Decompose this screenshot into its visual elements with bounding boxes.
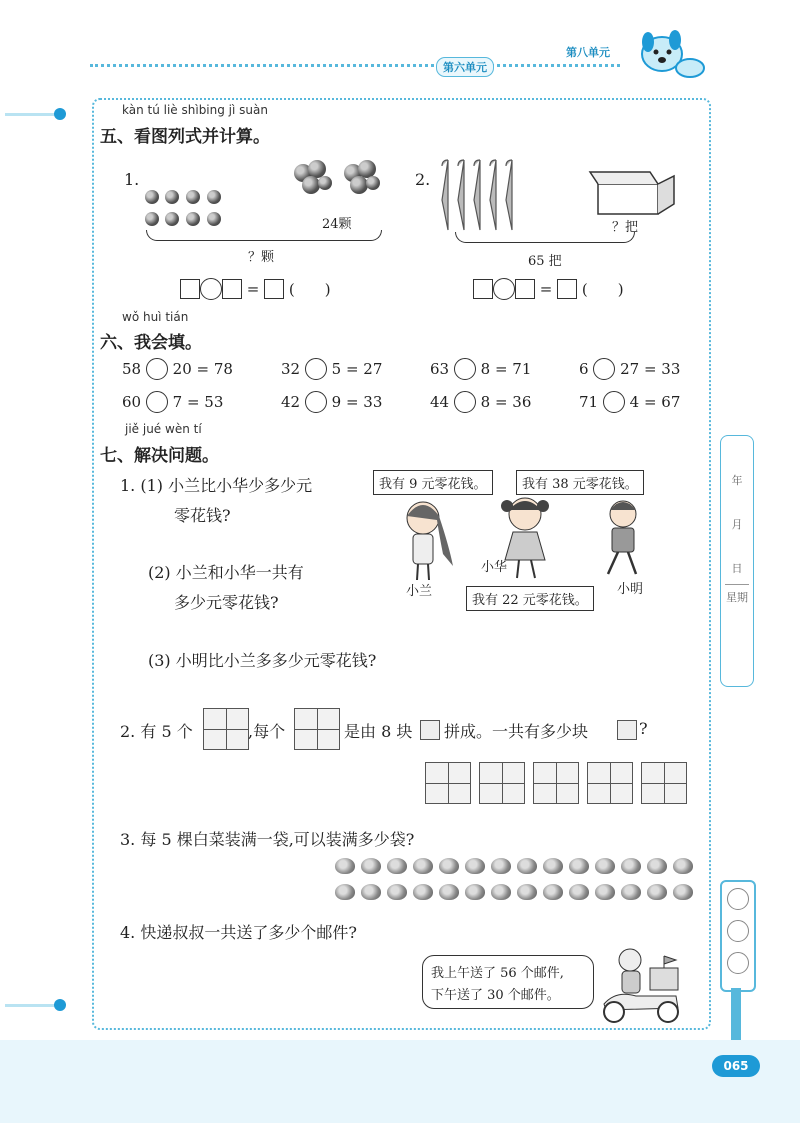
big-cube-icon xyxy=(203,708,249,750)
q2-blank-2[interactable] xyxy=(515,279,535,299)
p1-a-line2: 零花钱? xyxy=(174,506,231,525)
chapter-label: 第八单元 xyxy=(566,46,610,59)
q2-result-blank[interactable] xyxy=(557,279,577,299)
page-number: 065 xyxy=(712,1055,760,1077)
unit-tab[interactable]: 第六单元 xyxy=(436,57,494,77)
p1-b-line1: (2) 小兰和小华一共有 xyxy=(148,563,304,582)
speech-bubble-hua: 我有 22 元零花钱。 xyxy=(466,586,594,611)
q1-unknown-label: ？颗 xyxy=(248,250,275,265)
q2-brace xyxy=(455,232,635,243)
fill-circle[interactable] xyxy=(603,391,625,413)
q1-operator-circle[interactable] xyxy=(200,278,222,300)
score-circle-1[interactable] xyxy=(727,888,749,910)
section6-pinyin: wǒ huì tián xyxy=(122,310,189,324)
p3-text: 3. 每 5 棵白菜装满一袋,可以装满多少袋? xyxy=(120,830,415,849)
small-cube-icon xyxy=(420,720,440,740)
puppy-mascot-icon xyxy=(632,28,708,84)
score-circle-2[interactable] xyxy=(727,920,749,942)
p2-part-c: 是由 8 块 xyxy=(344,722,413,741)
q1-unit-paren[interactable]: ( ) xyxy=(288,280,331,299)
fill-circle[interactable] xyxy=(593,358,615,380)
fill-circle[interactable] xyxy=(454,358,476,380)
fill-eq-1-4: 6 27 = 33 xyxy=(579,360,681,378)
fill-eq-2-2: 42 9 = 33 xyxy=(281,393,383,411)
courier-line2: 下午送了 30 个邮件。 xyxy=(431,988,560,1003)
p2-part-e: ? xyxy=(639,719,648,738)
fill-circle[interactable] xyxy=(146,391,168,413)
big-cube-icon xyxy=(294,708,340,750)
p2-part-b: ,每个 xyxy=(248,722,286,741)
section7-title: 七、解决问题。 xyxy=(100,446,219,466)
p1-a-line1: 1. (1) 小兰比小华少多少元 xyxy=(120,476,313,495)
speech-bubble-ming: 我有 38 元零花钱。 xyxy=(516,470,644,495)
q2-total-label: 65 把 xyxy=(528,254,562,269)
q2-unit-paren[interactable]: ( ) xyxy=(581,280,624,299)
boy-ming-illustration xyxy=(598,498,648,580)
name-lan: 小兰 xyxy=(406,584,433,599)
year-label: 年 xyxy=(731,474,743,487)
left-accent-bar-top xyxy=(5,113,57,116)
fill-circle[interactable] xyxy=(305,391,327,413)
q1-brace xyxy=(146,230,382,241)
day-label: 日 xyxy=(731,562,743,575)
courier-line1: 我上午送了 56 个邮件, xyxy=(431,966,564,981)
q2-number: 2. xyxy=(415,170,431,189)
q1-number: 1. xyxy=(124,170,140,189)
p1-b-line2: 多少元零花钱? xyxy=(174,593,279,612)
fill-eq-2-3: 44 8 = 36 xyxy=(430,393,532,411)
score-panel xyxy=(720,880,756,992)
left-accent-dot-top xyxy=(54,108,66,120)
section7-pinyin: jiě jué wèn tí xyxy=(125,422,202,436)
bottom-band xyxy=(0,1040,800,1123)
fill-eq-1-1: 58 20 = 78 xyxy=(122,360,233,378)
name-hua: 小华 xyxy=(481,560,508,575)
q2-unknown-label: ？把 xyxy=(612,220,639,235)
p4-text: 4. 快递叔叔一共送了多少个邮件? xyxy=(120,923,357,942)
courier-scooter-illustration xyxy=(596,946,688,1024)
q2-blank-1[interactable] xyxy=(473,279,493,299)
section5-pinyin: kàn tú liè shìbing jì suàn xyxy=(122,103,268,117)
q1-blank-2[interactable] xyxy=(222,279,242,299)
left-accent-dot-bottom xyxy=(54,999,66,1011)
q1-answer-row: = ( ) xyxy=(180,278,331,300)
fill-eq-2-4: 71 4 = 67 xyxy=(579,393,681,411)
fill-eq-1-3: 63 8 = 71 xyxy=(430,360,532,378)
section5-title: 五、看图列式并计算。 xyxy=(100,127,270,147)
month-label: 月 xyxy=(731,518,743,531)
fill-eq-2-1: 60 7 = 53 xyxy=(122,393,224,411)
fill-circle[interactable] xyxy=(305,358,327,380)
section6-title: 六、我会填。 xyxy=(100,333,202,353)
q1-count-label: 24颗 xyxy=(322,217,352,232)
girl-lan-illustration xyxy=(393,498,463,582)
fill-circle[interactable] xyxy=(454,391,476,413)
fill-eq-1-2: 32 5 = 27 xyxy=(281,360,383,378)
q2-box-picture xyxy=(588,166,678,218)
left-accent-bar-bottom xyxy=(5,1004,57,1007)
q2-operator-circle[interactable] xyxy=(493,278,515,300)
header-dotted-line xyxy=(90,64,620,69)
p2-part-d: 拼成。一共有多少块 xyxy=(444,722,589,741)
p2-part-a: 2. 有 5 个 xyxy=(120,722,193,741)
name-ming: 小明 xyxy=(617,582,644,597)
q1-result-blank[interactable] xyxy=(264,279,284,299)
p1-c: (3) 小明比小兰多多少元零花钱? xyxy=(148,651,377,670)
courier-speech-bubble xyxy=(422,955,594,1009)
score-panel-stem xyxy=(731,988,741,1040)
fill-circle[interactable] xyxy=(146,358,168,380)
score-circle-3[interactable] xyxy=(727,952,749,974)
date-side-panel xyxy=(720,435,754,687)
weekday-label: 星期 xyxy=(725,584,749,605)
speech-bubble-lan: 我有 9 元零花钱。 xyxy=(373,470,493,495)
q1-blank-1[interactable] xyxy=(180,279,200,299)
q2-answer-row: = ( ) xyxy=(473,278,624,300)
small-cube-icon xyxy=(617,720,637,740)
